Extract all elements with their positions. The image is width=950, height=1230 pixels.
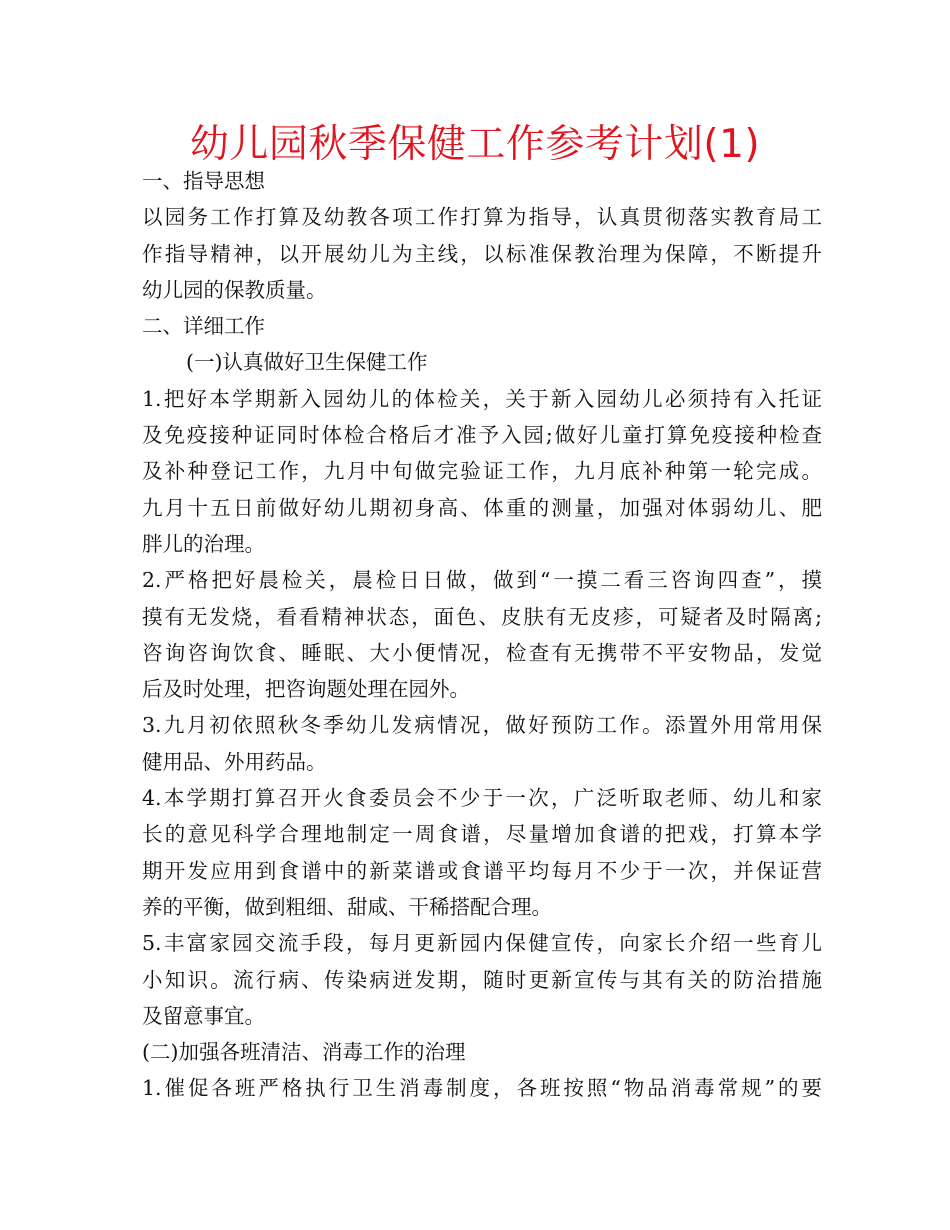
text-line: 摸有无发烧，看看精神状态，面色、皮肤有无皮疹，可疑者及时隔离; [142, 604, 822, 629]
text-line: 期开发应用到食谱中的新菜谱或食谱平均每月不少于一次，并保证营 [142, 858, 822, 883]
text-line: 养的平衡，做到粗细、甜咸、干稀搭配合理。 [142, 894, 552, 919]
text-line: 及留意事宜。 [142, 1003, 265, 1028]
text-line: 及免疫接种证同时体检合格后才准予入园;做好儿童打算免疫接种检查 [142, 423, 822, 448]
text-line: 健用品、外用药品。 [142, 749, 327, 774]
text-line: (二)加强各班清洁、消毒工作的治理 [142, 1040, 466, 1065]
text-line: 1.催促各班严格执行卫生消毒制度，各班按照“物品消毒常规”的要 [142, 1076, 822, 1101]
text-line: 二、详细工作 [142, 314, 265, 339]
document-title: 幼儿园秋季保健工作参考计划(1) [189, 122, 761, 167]
text-line: 九月十五日前做好幼儿期初身高、体重的测量，加强对体弱幼儿、肥 [142, 495, 822, 520]
text-line: 长的意见科学合理地制定一周食谱，尽量增加食谱的把戏，打算本学 [142, 822, 822, 847]
text-line: 咨询咨询饮食、睡眠、大小便情况，检查有无携带不平安物品，发觉 [142, 640, 822, 665]
text-line: (一)认真做好卫生保健工作 [186, 350, 428, 375]
text-line: 幼儿园的保教质量。 [142, 277, 327, 302]
text-line: 胖儿的治理。 [142, 531, 265, 556]
text-line: 4.本学期打算召开火食委员会不少于一次，广泛听取老师、幼儿和家 [142, 786, 822, 811]
text-line: 及补种登记工作，九月中旬做完验证工作，九月底补种第一轮完成。 [142, 459, 822, 484]
text-line: 1.把好本学期新入园幼儿的体检关，关于新入园幼儿必须持有入托证 [142, 386, 822, 411]
text-line: 后及时处理，把咨询题处理在园外。 [142, 677, 470, 702]
document-body [142, 163, 822, 1107]
text-line: 小知识。流行病、传染病迸发期，随时更新宣传与其有关的防治措施 [142, 967, 822, 992]
text-line: 以园务工作打算及幼教各项工作打算为指导，认真贯彻落实教育局工 [142, 205, 822, 230]
text-line: 2.严格把好晨检关，晨检日日做，做到“一摸二看三咨询四查”，摸 [142, 568, 822, 593]
text-line: 3.九月初依照秋冬季幼儿发病情况，做好预防工作。添置外用常用保 [142, 713, 822, 738]
text-line: 5.丰富家园交流手段，每月更新园内保健宣传，向家长介绍一些育儿 [142, 931, 822, 956]
text-line: 一、指导思想 [142, 169, 265, 193]
text-line: 作指导精神，以开展幼儿为主线，以标准保教治理为保障，不断提升 [142, 241, 822, 266]
